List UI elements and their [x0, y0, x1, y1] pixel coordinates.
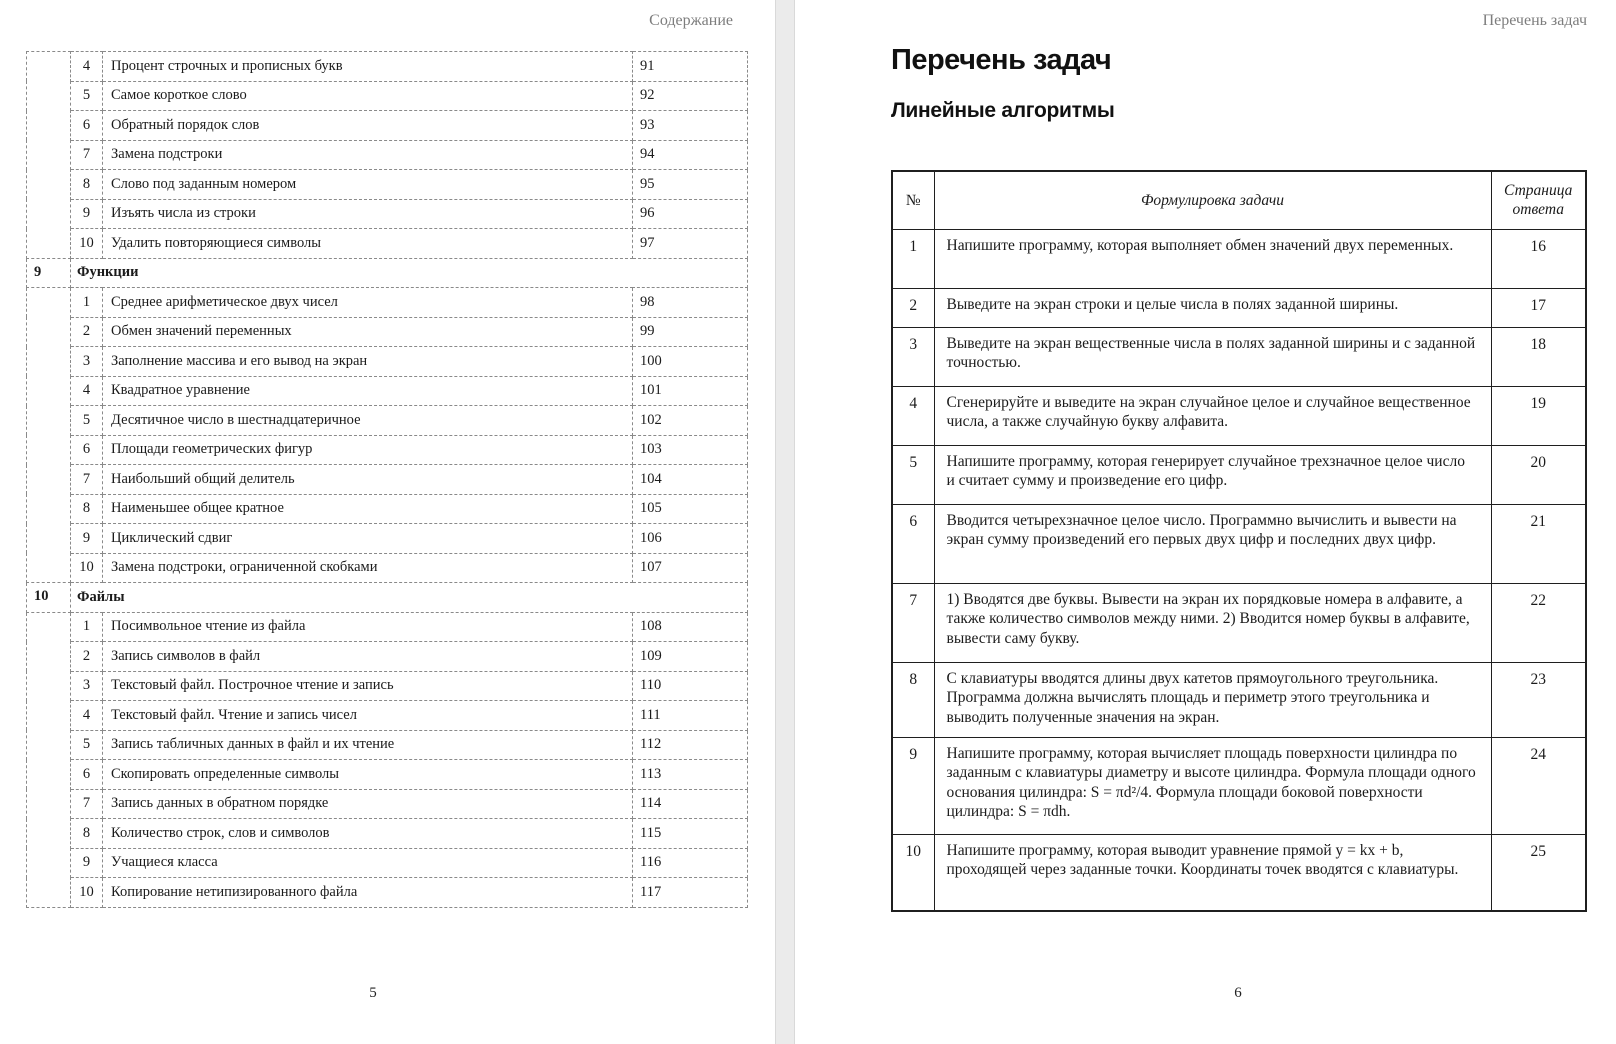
- toc-item-title: Десятичное число в шестнадцатеричное: [103, 406, 633, 436]
- task-number: 5: [892, 445, 934, 504]
- task-row: [892, 386, 1586, 445]
- toc-section-title: Файлы: [71, 583, 748, 613]
- toc-item-title: Посимвольное чтение из файла: [103, 612, 633, 642]
- task-number: 3: [892, 327, 934, 386]
- toc-row: [27, 406, 748, 436]
- toc-item-page: 116: [633, 848, 748, 878]
- toc-item-title: Обратный порядок слов: [103, 111, 633, 141]
- toc-item-page: 115: [633, 819, 748, 849]
- toc-item-title: Процент строчных и прописных букв: [103, 52, 633, 82]
- toc-item-title: Квадратное уравнение: [103, 376, 633, 406]
- toc-item-number: 10: [71, 553, 103, 583]
- toc-item-page: 91: [633, 52, 748, 82]
- toc-row: [27, 524, 748, 554]
- toc-item-title: Текстовый файл. Чтение и запись чисел: [103, 701, 633, 731]
- toc-section-row: [27, 258, 748, 288]
- task-number: 6: [892, 504, 934, 583]
- toc-item-page: 93: [633, 111, 748, 141]
- toc-item-number: 5: [71, 81, 103, 111]
- toc-section-spacer: [27, 612, 71, 907]
- task-answer-page: 22: [1491, 583, 1586, 662]
- toc-item-title: Циклический сдвиг: [103, 524, 633, 554]
- task-number: 1: [892, 229, 934, 288]
- task-number: 7: [892, 583, 934, 662]
- tasks-header-page: Страница ответа: [1491, 171, 1586, 229]
- toc-item-number: 3: [71, 347, 103, 377]
- toc-item-page: 97: [633, 229, 748, 259]
- toc-item-number: 9: [71, 848, 103, 878]
- toc-item-title: Учащиеся класса: [103, 848, 633, 878]
- task-answer-page: 20: [1491, 445, 1586, 504]
- toc-item-page: 103: [633, 435, 748, 465]
- toc-section-number: 10: [27, 583, 71, 613]
- toc-item-page: 96: [633, 199, 748, 229]
- task-answer-page: 18: [1491, 327, 1586, 386]
- toc-item-page: 111: [633, 701, 748, 731]
- task-text: 1) Вводятся две буквы. Вывести на экран их порядковые номера в алфавите, а также количество символов между ними. 2) Вводится номер буквы в алфавите, вывести саму букву.: [934, 583, 1491, 662]
- toc-item-page: 107: [633, 553, 748, 583]
- section-subtitle: Линейные алгоритмы: [891, 99, 1115, 122]
- toc-item-title: Запись данных в обратном порядке: [103, 789, 633, 819]
- toc-item-title: Заполнение массива и его вывод на экран: [103, 347, 633, 377]
- toc-item-title: Замена подстроки, ограниченной скобками: [103, 553, 633, 583]
- task-text: Напишите программу, которая вычисляет площадь поверхности цилиндра по заданным с клавиатуры диаметру и высоте цилиндра. Формула площади одного основания цилиндра: S = πd²/4. Формула площади боковой поверхности цилиндра: S = πdh.: [934, 737, 1491, 834]
- task-row: [892, 662, 1586, 737]
- toc-row: [27, 553, 748, 583]
- toc-item-page: 108: [633, 612, 748, 642]
- toc-item-number: 9: [71, 199, 103, 229]
- task-answer-page: 16: [1491, 229, 1586, 288]
- toc-row: [27, 199, 748, 229]
- toc-item-number: 9: [71, 524, 103, 554]
- toc-row: [27, 730, 748, 760]
- toc-item-number: 4: [71, 52, 103, 82]
- toc-row: [27, 465, 748, 495]
- toc-item-page: 100: [633, 347, 748, 377]
- toc-item-title: Копирование нетипизированного файла: [103, 878, 633, 908]
- toc-section-title: Функции: [71, 258, 748, 288]
- toc-item-page: 102: [633, 406, 748, 436]
- toc-row: [27, 317, 748, 347]
- toc-row: [27, 347, 748, 377]
- toc-item-title: Изъять числа из строки: [103, 199, 633, 229]
- task-text: Напишите программу, которая выводит уравнение прямой y = kx + b, проходящей через заданные точки. Координаты точек вводятся с клавиатуры.: [934, 834, 1491, 911]
- task-answer-page: 17: [1491, 288, 1586, 327]
- task-text: Сгенерируйте и выведите на экран случайное целое и случайное вещественное числа, а также случайную букву алфавита.: [934, 386, 1491, 445]
- toc-item-page: 117: [633, 878, 748, 908]
- toc-row: [27, 760, 748, 790]
- task-text: С клавиатуры вводятся длины двух катетов прямоугольного треугольника. Программа должна вычислять площадь и периметр этого треугольника и выводить полученные значения на экран.: [934, 662, 1491, 737]
- tasks-header-row: [892, 171, 1586, 229]
- toc-item-title: Запись табличных данных в файл и их чтение: [103, 730, 633, 760]
- toc-item-number: 8: [71, 819, 103, 849]
- tasks-header-task: Формулировка задачи: [934, 171, 1491, 229]
- task-row: [892, 737, 1586, 834]
- toc-item-title: Среднее арифметическое двух чисел: [103, 288, 633, 318]
- task-row: [892, 229, 1586, 288]
- toc-row: [27, 376, 748, 406]
- toc-table: [26, 51, 748, 908]
- toc-item-page: 113: [633, 760, 748, 790]
- task-number: 8: [892, 662, 934, 737]
- toc-item-number: 8: [71, 494, 103, 524]
- task-row: [892, 288, 1586, 327]
- tasks-table: [891, 170, 1587, 912]
- toc-item-title: Удалить повторяющиеся символы: [103, 229, 633, 259]
- toc-row: [27, 435, 748, 465]
- toc-item-title: Количество строк, слов и символов: [103, 819, 633, 849]
- task-answer-page: 24: [1491, 737, 1586, 834]
- toc-item-number: 7: [71, 140, 103, 170]
- toc-item-title: Обмен значений переменных: [103, 317, 633, 347]
- task-number: 4: [892, 386, 934, 445]
- task-row: [892, 445, 1586, 504]
- task-answer-page: 21: [1491, 504, 1586, 583]
- toc-row: [27, 671, 748, 701]
- page-title: Перечень задач: [891, 44, 1112, 76]
- task-answer-page: 23: [1491, 662, 1586, 737]
- task-text: Напишите программу, которая генерирует случайное трехзначное целое число и считает сумму и произведение его цифр.: [934, 445, 1491, 504]
- task-number: 9: [892, 737, 934, 834]
- tasks-header-no: №: [892, 171, 934, 229]
- right-running-header: Перечень задач: [1482, 12, 1587, 29]
- right-page-number: 6: [1234, 985, 1242, 1001]
- toc-item-number: 6: [71, 435, 103, 465]
- toc-item-number: 5: [71, 730, 103, 760]
- toc-item-page: 95: [633, 170, 748, 200]
- toc-item-number: 2: [71, 317, 103, 347]
- left-running-header: Содержание: [649, 12, 733, 29]
- toc-item-number: 3: [71, 671, 103, 701]
- task-row: [892, 327, 1586, 386]
- toc-item-page: 98: [633, 288, 748, 318]
- toc-item-number: 10: [71, 229, 103, 259]
- toc-item-title: Скопировать определенные символы: [103, 760, 633, 790]
- toc-row: [27, 612, 748, 642]
- toc-row: [27, 642, 748, 672]
- toc-item-page: 109: [633, 642, 748, 672]
- toc-item-number: 6: [71, 760, 103, 790]
- toc-item-page: 110: [633, 671, 748, 701]
- toc-row: [27, 288, 748, 318]
- page-divider: [775, 0, 795, 1044]
- toc-row: [27, 848, 748, 878]
- toc-item-title: Текстовый файл. Построчное чтение и запись: [103, 671, 633, 701]
- toc-item-title: Площади геометрических фигур: [103, 435, 633, 465]
- left-page-number: 5: [369, 985, 377, 1001]
- toc-row: [27, 701, 748, 731]
- task-row: [892, 834, 1586, 911]
- task-number: 10: [892, 834, 934, 911]
- toc-item-page: 112: [633, 730, 748, 760]
- task-number: 2: [892, 288, 934, 327]
- toc-section-number: 9: [27, 258, 71, 288]
- toc-section-spacer: [27, 288, 71, 583]
- toc-item-number: 7: [71, 789, 103, 819]
- toc-item-number: 7: [71, 465, 103, 495]
- toc-row: [27, 494, 748, 524]
- toc-item-title: Замена подстроки: [103, 140, 633, 170]
- toc-section-row: [27, 583, 748, 613]
- task-text: Выведите на экран строки и целые числа в полях заданной ширины.: [934, 288, 1491, 327]
- toc-item-page: 99: [633, 317, 748, 347]
- toc-row: [27, 170, 748, 200]
- toc-item-title: Запись символов в файл: [103, 642, 633, 672]
- task-answer-page: 25: [1491, 834, 1586, 911]
- task-text: Напишите программу, которая выполняет обмен значений двух переменных.: [934, 229, 1491, 288]
- toc-item-page: 101: [633, 376, 748, 406]
- toc-item-page: 106: [633, 524, 748, 554]
- toc-item-number: 10: [71, 878, 103, 908]
- task-text: Выведите на экран вещественные числа в полях заданной ширины и с заданной точностью.: [934, 327, 1491, 386]
- toc-item-number: 1: [71, 288, 103, 318]
- toc-item-title: Наибольший общий делитель: [103, 465, 633, 495]
- toc-section-spacer: [27, 52, 71, 259]
- toc-row: [27, 140, 748, 170]
- toc-item-page: 105: [633, 494, 748, 524]
- toc-item-number: 2: [71, 642, 103, 672]
- toc-item-page: 94: [633, 140, 748, 170]
- toc-row: [27, 229, 748, 259]
- toc-row: [27, 111, 748, 141]
- task-row: [892, 583, 1586, 662]
- toc-item-title: Слово под заданным номером: [103, 170, 633, 200]
- toc-item-page: 104: [633, 465, 748, 495]
- toc-row: [27, 789, 748, 819]
- toc-item-title: Наименьшее общее кратное: [103, 494, 633, 524]
- toc-item-page: 114: [633, 789, 748, 819]
- toc-item-number: 5: [71, 406, 103, 436]
- toc-item-number: 4: [71, 376, 103, 406]
- task-answer-page: 19: [1491, 386, 1586, 445]
- toc-row: [27, 52, 748, 82]
- toc-item-number: 8: [71, 170, 103, 200]
- task-text: Вводится четырехзначное целое число. Программно вычислить и вывести на экран сумму произведений его первых двух цифр и последних двух цифр.: [934, 504, 1491, 583]
- task-row: [892, 504, 1586, 583]
- toc-row: [27, 81, 748, 111]
- toc-item-number: 6: [71, 111, 103, 141]
- toc-row: [27, 878, 748, 908]
- toc-row: [27, 819, 748, 849]
- toc-item-number: 1: [71, 612, 103, 642]
- toc-item-number: 4: [71, 701, 103, 731]
- toc-item-title: Самое короткое слово: [103, 81, 633, 111]
- toc-item-page: 92: [633, 81, 748, 111]
